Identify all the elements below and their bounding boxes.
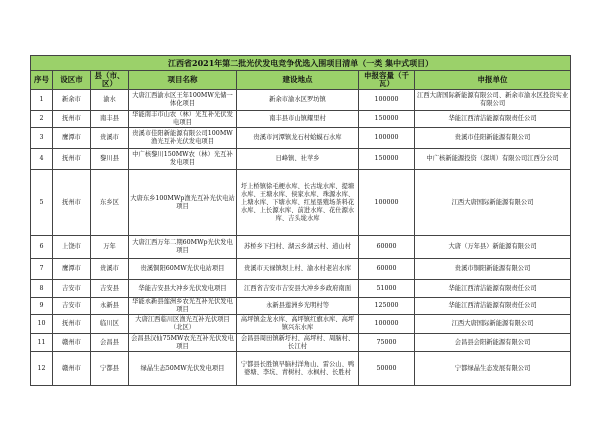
cell-location: 苏桥乡下扫村、湖云乡湖云村、道山村: [237, 236, 359, 259]
header-county: 县（市、区）: [91, 71, 129, 90]
cell-location: 南丰县市山镇耀里村: [237, 111, 359, 128]
table-row: [31, 259, 571, 280]
cell-county: 吉安县: [91, 280, 129, 298]
cell-project-name: 华能永新县莲洲乡农光互补光伏发电项目: [129, 298, 237, 315]
cell-city: 鹰潭市: [53, 128, 91, 149]
cell-capacity: 51000: [359, 280, 415, 298]
cell-location: 贵溪市天禄镇坝上村、渝水村老岩水库: [237, 259, 359, 280]
table-title: 江西省2021年第二批光伏发电竞争优选入围项目清单（一类 集中式项目）: [31, 56, 571, 71]
cell-project-name: 华能吉安县大冲乡光伏发电项目: [129, 280, 237, 298]
cell-location: 江西省吉安市吉安县大冲乡乡政府南面: [237, 280, 359, 298]
cell-city: 新余市: [53, 90, 91, 111]
cell-project-name: 中广核黎川150MW农（林）光互补发电项目: [129, 149, 237, 170]
cell-index: 1: [31, 90, 53, 111]
cell-project-name: 华能南丰市山农（林）光互补光伏发电项目: [129, 111, 237, 128]
cell-index: 2: [31, 111, 53, 128]
cell-location: 永新县莲洲乡光明村等: [237, 298, 359, 315]
cell-applicant: 江西大唐国际新能源有限公司: [415, 170, 571, 236]
cell-index: 12: [31, 352, 53, 386]
cell-county: 贵溪市: [91, 259, 129, 280]
cell-project-name: 贵溪市佳阳新能源有限公司100MW渔光互补光伏发电项目: [129, 128, 237, 149]
project-list-sheet: [30, 55, 570, 386]
cell-applicant: 贵溪市铜阳新能源有限公司: [415, 259, 571, 280]
cell-capacity: 150000: [359, 149, 415, 170]
header-location: 建设地点: [237, 71, 359, 90]
cell-capacity: 75000: [359, 334, 415, 352]
cell-city: 抚州市: [53, 170, 91, 236]
cell-applicant: 贵溪市佳阳新能源有限公司: [415, 128, 571, 149]
cell-city: 抚州市: [53, 315, 91, 334]
cell-county: 南丰县: [91, 111, 129, 128]
cell-applicant: 江西大唐国际新能源有限公司、新余市渝水区投资实业有限公司: [415, 90, 571, 111]
cell-city: 上饶市: [53, 236, 91, 259]
header-city: 设区市: [53, 71, 91, 90]
cell-city: 鹰潭市: [53, 259, 91, 280]
table-row: [31, 149, 571, 170]
cell-capacity: 125000: [359, 298, 415, 315]
cell-index: 8: [31, 280, 53, 298]
cell-capacity: 150000: [359, 111, 415, 128]
cell-location: 会昌县周田镇新圩村、高坪村、周脑村、长江村: [237, 334, 359, 352]
cell-capacity: 100000: [359, 90, 415, 111]
cell-location: 高坪镇金龙水库、高坪镇红旗水库、高坪镇兴东水库: [237, 315, 359, 334]
cell-index: 10: [31, 315, 53, 334]
table-row: [31, 111, 571, 128]
cell-capacity: 60000: [359, 259, 415, 280]
header-applicant: 申报单位: [415, 71, 571, 90]
cell-applicant: 会昌县会阳新能源有限公司: [415, 334, 571, 352]
cell-county: 会昌县: [91, 334, 129, 352]
header-capacity: 申报容量（千瓦）: [359, 71, 415, 90]
cell-applicant: 中广核新能源投资（深圳）有限公司江西分公司: [415, 149, 571, 170]
cell-location: 日峰镇、社苹乡: [237, 149, 359, 170]
table-row: [31, 90, 571, 111]
table-row: [31, 352, 571, 386]
header-index: 序号: [31, 71, 53, 90]
cell-city: 抚州市: [53, 149, 91, 170]
table-row: [31, 236, 571, 259]
cell-index: 11: [31, 334, 53, 352]
cell-county: 东乡区: [91, 170, 129, 236]
cell-county: 贵溪市: [91, 128, 129, 149]
cell-county: 宁都县: [91, 352, 129, 386]
cell-capacity: 100000: [359, 128, 415, 149]
cell-city: 吉安市: [53, 280, 91, 298]
table-row: [31, 334, 571, 352]
cell-index: 5: [31, 170, 53, 236]
cell-index: 6: [31, 236, 53, 259]
cell-project-name: 大唐江西临川区渔光互补光伏项目（北区）: [129, 315, 237, 334]
cell-index: 9: [31, 298, 53, 315]
cell-capacity: 50000: [359, 352, 415, 386]
cell-applicant: 华能江西清洁能源有限责任公司: [415, 280, 571, 298]
cell-applicant: 华能江西清洁能源有限责任公司: [415, 111, 571, 128]
table-row: [31, 315, 571, 334]
cell-index: 7: [31, 259, 53, 280]
cell-county: 黎川县: [91, 149, 129, 170]
cell-applicant: 江西大唐国际新能源有限公司: [415, 315, 571, 334]
cell-index: 4: [31, 149, 53, 170]
cell-location: 宁都县长胜镇早脑村洋角山、雷公山、鸭婆塘、李坑、青树村、水枫村、长胜村: [237, 352, 359, 386]
cell-project-name: 大唐江西万年二期60MWp光伏发电项目: [129, 236, 237, 259]
table-row: [31, 128, 571, 149]
cell-project-name: 会昌县汉仙75MW农光互补光伏发电项目: [129, 334, 237, 352]
cell-city: 赣州市: [53, 352, 91, 386]
cell-county: 临川区: [91, 315, 129, 334]
project-table: [30, 55, 571, 386]
cell-capacity: 100000: [359, 315, 415, 334]
cell-capacity: 100000: [359, 170, 415, 236]
header-project-name: 项目名称: [129, 71, 237, 90]
cell-applicant: 宁都绿晶生态发展有限公司: [415, 352, 571, 386]
cell-county: 永新县: [91, 298, 129, 315]
cell-applicant: 华能江西清洁能源有限责任公司: [415, 298, 571, 315]
cell-city: 吉安市: [53, 298, 91, 315]
table-row: [31, 280, 571, 298]
cell-project-name: 大唐江西渝水区王年100MW光储一体化项目: [129, 90, 237, 111]
cell-capacity: 60000: [359, 236, 415, 259]
cell-location: 新余市渝水区罗坊镇: [237, 90, 359, 111]
cell-city: 赣州市: [53, 334, 91, 352]
cell-location: 圩上桥镇徐毛梗水库、长古垅水库、提塘水库、王塘水库、侯家水库、珠源水库、上塘水库、下塘水库、红星垦殖场茶料花水库、上长源水库、前进水库、花仕源水库、吉头垅水库: [237, 170, 359, 236]
cell-location: 贵溪市河潭镇龙石村蛤蟆石水库: [237, 128, 359, 149]
table-row: [31, 298, 571, 315]
cell-county: 渝水: [91, 90, 129, 111]
cell-index: 3: [31, 128, 53, 149]
cell-project-name: 绿晶生态50MW光伏发电项目: [129, 352, 237, 386]
cell-project-name: 贵溪铜阳60MW光伏电站项目: [129, 259, 237, 280]
cell-project-name: 大唐东乡100MWp渔光互补光伏电站项目: [129, 170, 237, 236]
cell-applicant: 大唐（万年县）新能源有限公司: [415, 236, 571, 259]
table-row: [31, 170, 571, 236]
cell-city: 抚州市: [53, 111, 91, 128]
cell-county: 万年: [91, 236, 129, 259]
